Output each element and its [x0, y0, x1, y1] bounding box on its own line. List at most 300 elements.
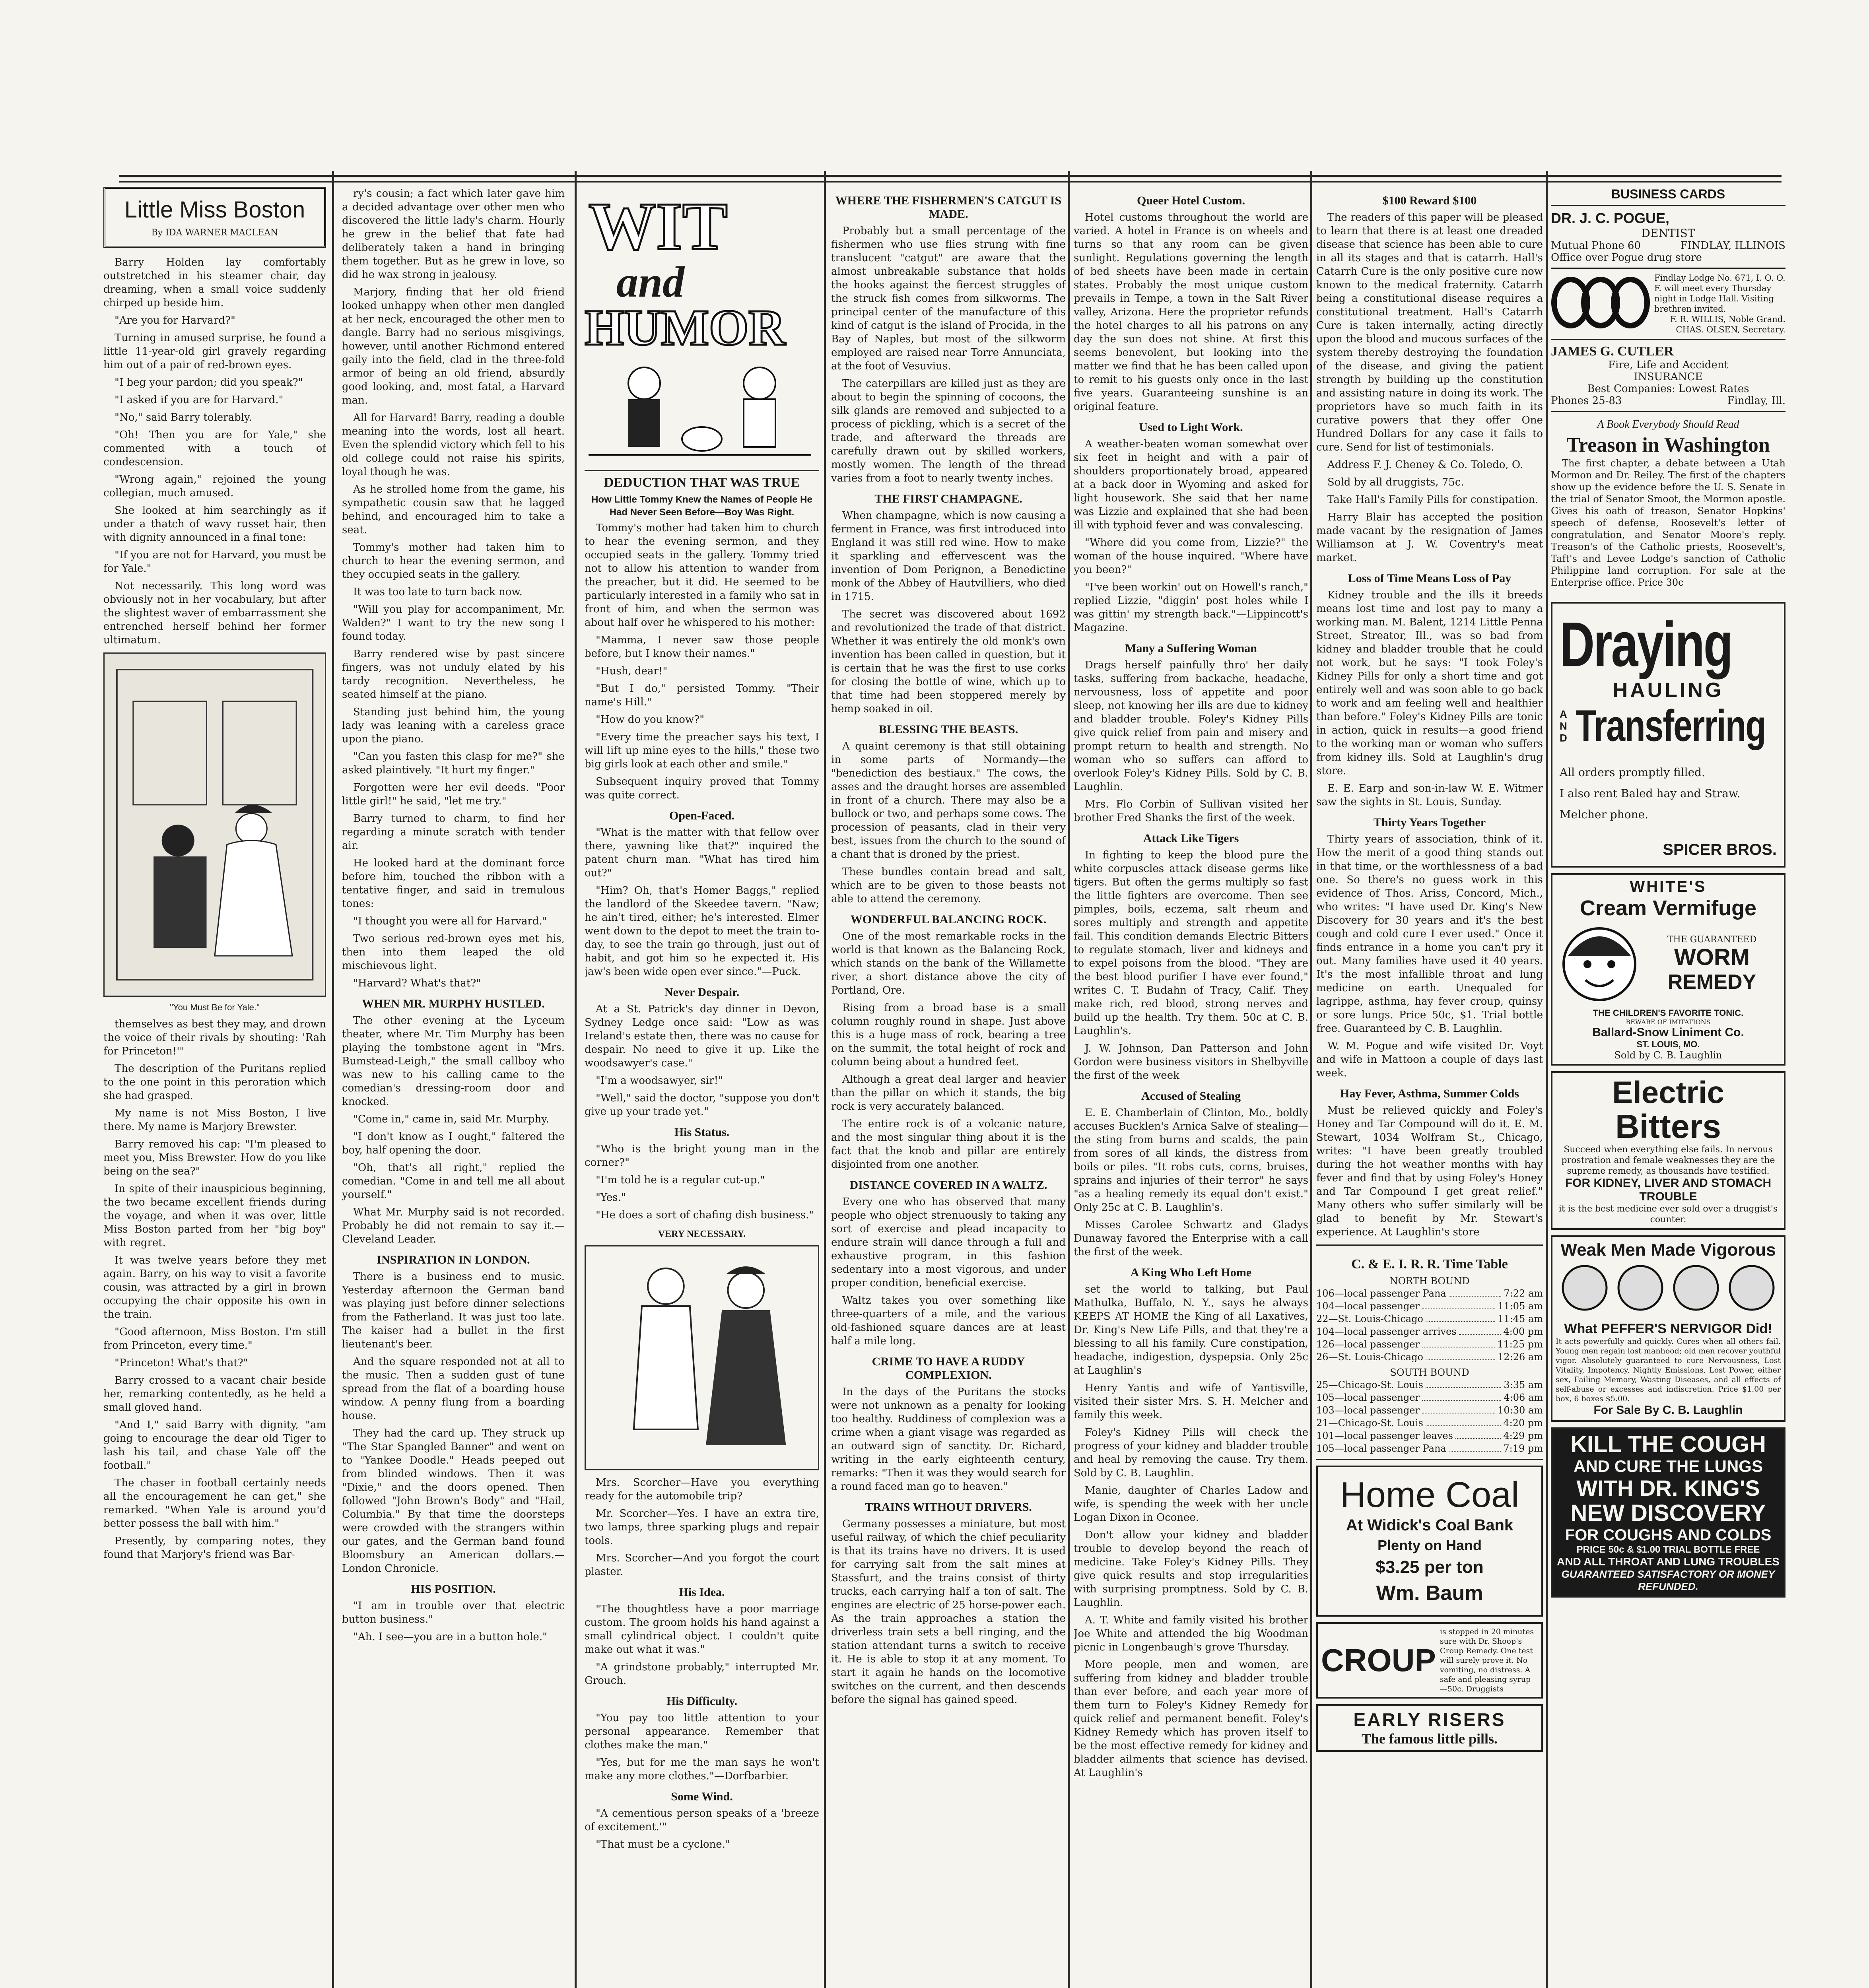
- elec-text: Succeed when everything else fails. In nervous prostration and female weaknesses they are the supreme remedy, as thousands have testified.: [1561, 1145, 1775, 1176]
- paragraph: Subsequent inquiry proved that Tommy was quite correct.: [585, 776, 819, 801]
- paragraph: Barry turned to charm, to find her regarding a minute scratch with tender air.: [342, 813, 565, 852]
- verm-line-4: WORM: [1674, 944, 1750, 970]
- train-label: 106—local passenger Pana: [1316, 1288, 1446, 1299]
- paragraph: "I thought you were all for Harvard.": [353, 915, 547, 927]
- timetable-south-rows: [1316, 1378, 1543, 1455]
- foley-ad: [1074, 1426, 1308, 1480]
- thirty-years-ad: [1316, 833, 1543, 1035]
- kidney-ad: [1074, 1528, 1308, 1609]
- verm-line-9: ST. LOUIS, MO.: [1636, 1039, 1700, 1049]
- leader-dots: [1426, 1351, 1495, 1360]
- croup-text: is stopped in 20 minutes sure with Dr. Shoop's Croup Remedy. One test will surely prove it. No vomiting, no distress. A safe and pleasing syrup—50c. Druggists: [1440, 1627, 1534, 1693]
- leader-dots: [1422, 1391, 1501, 1401]
- headline-trains: TRAINS WITHOUT DRIVERS.: [865, 1501, 1032, 1514]
- leader-dots: [1449, 1442, 1501, 1452]
- suffering-ad: [1074, 658, 1308, 794]
- verm-line-8: Ballard-Snow Liniment Co.: [1592, 1026, 1744, 1039]
- headline-beasts: BLESSING THE BEASTS.: [878, 723, 1018, 736]
- paragraph: "The thoughtless have a poor marriage custom. The groom holds his hand against a small cylindrical object. I couldn't quite make out what it was.": [585, 1603, 819, 1656]
- cutler-line-1: Fire, Life and Accident: [1608, 359, 1729, 371]
- paragraph: Turning in amused surprise, he found a little 11-year-old girl gravely regarding him out of a pair of red-brown eyes.: [103, 332, 326, 371]
- treason-book-ad: [1551, 411, 1785, 596]
- dray-transfer-row: [1560, 702, 1777, 750]
- idea-story: [585, 1602, 819, 1687]
- paragraph: More people, men and women, are suffering from kidney and bladder trouble than ever before, and each year more of them turn to Foley's Kidney Remedy for quick relief and permanent benefit. Foley's Kidney Remedy which has proven itself to be the most effective remedy for kidney and bladder ailments that science has devised. At Laughlin's: [1074, 1659, 1308, 1779]
- timetable-row: [1316, 1429, 1543, 1442]
- paragraph: Two serious red-brown eyes met his, then into them leaped the old mischievous light.: [342, 933, 565, 972]
- paragraph: "Oh! Then you are for Yale," she commented with a touch of condescension.: [103, 429, 326, 468]
- stealing-ad: [1074, 1106, 1308, 1214]
- timetable-row: [1316, 1391, 1543, 1404]
- leader-dots: [1426, 1417, 1501, 1426]
- coal-line-2: Plenty on Hand: [1377, 1537, 1482, 1553]
- headline-ruddy: CRIME TO HAVE A RUDDY COMPLEXION.: [872, 1355, 1025, 1382]
- cutler-line-2: INSURANCE: [1634, 371, 1703, 383]
- headline-london: INSPIRATION IN LONDON.: [377, 1253, 530, 1266]
- train-time: 3:35 am: [1504, 1379, 1543, 1390]
- paragraph: And the square responded not at all to the music. Then a sudden gust of tune spread from the flat of a boarding house window. A penny flung from a boarding house.: [342, 1356, 565, 1422]
- verm-body: [1556, 920, 1781, 1008]
- masthead-and: and: [616, 258, 685, 306]
- paragraph: Standing just behind him, the young lady was leaning with a careless grace upon the piano.: [342, 706, 565, 745]
- train-time: 11:25 pm: [1497, 1339, 1543, 1350]
- column-rule: [1310, 171, 1312, 1988]
- headline-despair: Never Despair.: [664, 986, 740, 999]
- paragraph: Mrs. Scorcher—And you forgot the court plaster.: [585, 1552, 819, 1578]
- paragraph: "I'm told he is a regular cut-up.": [596, 1174, 765, 1186]
- vermifuge-ad: [1551, 873, 1785, 1066]
- king-line-4: NEW DISCOVERY: [1570, 1500, 1766, 1526]
- despair-story: [585, 1002, 819, 1118]
- local-note: W. M. Pogue and wife visited Dr. Voyt and wife in Mattoon a couple of days last week.: [1316, 1040, 1543, 1079]
- paragraph: "Oh, that's all right," replied the comedian. "Come in and tell me all about yourself.": [342, 1162, 565, 1201]
- paragraph: One of the most remarkable rocks in the world is that known as the Balancing Rock, which stands on the bank of the Willamette river, a short distance above the city of Portland, Ore.: [831, 930, 1066, 996]
- headline-stealing: Accused of Stealing: [1141, 1089, 1241, 1103]
- paragraph: Address F. J. Cheney & Co. Toledo, O.: [1327, 459, 1523, 471]
- pogue-row: [1551, 240, 1785, 252]
- pogue-card: [1551, 205, 1785, 268]
- open-faced-story: [585, 826, 819, 978]
- paragraph: "Princeton! What's that?": [115, 1357, 248, 1369]
- paragraph: Rising from a broad base is a small column roughly round in shape. Just above this is a huge mass of rock, bearing a tree on the summit, the total height of rock and column being about a hundred feet.: [831, 1002, 1066, 1068]
- leader-dots: [1426, 1378, 1502, 1388]
- dray-and: AND: [1560, 708, 1567, 744]
- timetable-north-rows: [1316, 1287, 1543, 1363]
- headline-reward: $100 Reward $100: [1382, 194, 1477, 207]
- headline-murphy: WHEN MR. MURPHY HUSTLED.: [362, 997, 545, 1010]
- local-note: J. W. Johnson, Dan Patterson and John Gordon were business visitors in Shelbyville the first of the week: [1074, 1043, 1308, 1081]
- train-time: 4:00 pm: [1503, 1326, 1543, 1337]
- coal-title: Home Coal: [1340, 1475, 1519, 1515]
- light-work-story: [1074, 437, 1308, 635]
- paragraph: Waltz takes you over something like three-quarters of a mile, and the various old-fashioned square dances are at least half a mile long.: [831, 1295, 1066, 1347]
- paragraph: All for Harvard! Barry, reading a double meaning into the words, lost all heart. Even the splendid victory which fell to his old college could not raise his spirits, loyal though he was.: [342, 412, 565, 478]
- murphy-story: [342, 1014, 565, 1246]
- status-story: [585, 1142, 819, 1222]
- paragraph: "Well," said the doctor, "suppose you don't give up your trade yet.": [585, 1092, 819, 1118]
- king-line-3: WITH DR. KING'S: [1576, 1475, 1760, 1501]
- paragraph: Take Hall's Family Pills for constipation.: [1327, 494, 1539, 506]
- paragraph: A weather-beaten woman somewhat over six feet in height and with a pair of shoulders proportionately broad, appeared at a back door in Wyoming and asked for light housework. She said that her name was Lizzie and explained that she had been ill with typhoid fever and was convalescing.: [1074, 438, 1308, 531]
- verm-line-2: Cream Vermifuge: [1580, 896, 1757, 920]
- train-time: 7:22 am: [1504, 1288, 1543, 1299]
- lodge-sig-1: F. R. WILLIS, Noble Grand.: [1670, 315, 1785, 324]
- timetable-row: [1316, 1325, 1543, 1338]
- train-time: 12:26 am: [1498, 1351, 1543, 1363]
- headline-hay-fever: Hay Fever, Asthma, Summer Colds: [1340, 1087, 1519, 1100]
- headline-waltz: DISTANCE COVERED IN A WALTZ.: [849, 1178, 1047, 1192]
- leader-dots: [1455, 1429, 1501, 1439]
- pogue-phone: Mutual Phone 60: [1551, 240, 1641, 252]
- wind-story: [585, 1807, 819, 1851]
- king-line-8: GUARANTEED SATISFACTORY OR MONEY REFUNDED.: [1561, 1568, 1775, 1592]
- paragraph: "Harvard? What's that?": [353, 977, 481, 989]
- paragraph: "What is the matter with that fellow over there, yawning like that?" inquired the patent churn man. "What has tired him out?": [585, 827, 819, 879]
- paragraph: "If you are not for Harvard, you must be for Yale.": [103, 549, 326, 575]
- timetable-row: [1316, 1351, 1543, 1363]
- catarrh-ad: [1316, 211, 1543, 507]
- train-label: 25—Chicago-St. Louis: [1316, 1379, 1423, 1390]
- dray-line-2: I also rent Baled hay and Straw.: [1560, 787, 1741, 800]
- headline-rock: WONDERFUL BALANCING ROCK.: [850, 913, 1047, 926]
- king-line-1: KILL THE COUGH: [1570, 1431, 1766, 1457]
- column-rule: [1546, 171, 1548, 1988]
- column-7: [1551, 187, 1785, 1988]
- paragraph: "Every time the preacher says his text, I will lift up mine eyes to the hills," these two big girls look at each other and smile.": [585, 731, 819, 770]
- byline: By IDA WARNER MACLEAN: [151, 228, 278, 238]
- paragraph: Marjory, finding that her old friend looked unhappy when other men dangled at her neck, encouraged the other men to dangle. Barry had no serious misgivings, however, until another Richmond entered gaily into the field, clad in the three-fold armor of being an old friend, absurdly good looking, and, most fatal, a Harvard man.: [342, 286, 565, 406]
- headline-catgut: WHERE THE FISHERMEN'S CATGUT IS MADE.: [835, 194, 1062, 221]
- timetable-row: [1316, 1300, 1543, 1312]
- paragraph: "You pay too little attention to your personal appearance. Remember that clothes make the man.": [585, 1712, 819, 1751]
- paragraph: Must be relieved quickly and Foley's Honey and Tar Compound will do it. E. M. Stewart, 1034 Wolfram St., Chicago, writes: "I have been greatly troubled during the hot weather months with hay fever and find that by using Foley's Honey and Tar Compound I get great relief." Many others who suffer similarly will be glad to benefit by Mr. Stewart's experience. At Laughlin's store: [1316, 1105, 1543, 1238]
- train-time: 11:45 am: [1498, 1313, 1543, 1324]
- headline-champagne: THE FIRST CHAMPAGNE.: [874, 492, 1022, 505]
- headline-loss-of-time: Loss of Time Means Loss of Pay: [1348, 572, 1512, 585]
- paragraph: The caterpillars are killed just as they are about to begin the spinning of cocoons, the silk glands are removed and subjected to a process of pickling, which is a secret of the trade, and afterward the threads are carefully drawn out by skilled workers, mostly women. The length of the thread varies from a foot to nearly twenty inches.: [831, 378, 1066, 484]
- waltz-story: [831, 1195, 1066, 1348]
- paragraph: Every one who has observed that many people who object strenuously to taking any sort of exercise and plead incapacity to endure strain will dance through a full and exhaustive program, in this fashion sedentary into a most vigorous, and under proper condition, beneficial exercise.: [831, 1196, 1066, 1289]
- necessary-story: [585, 1476, 819, 1578]
- paragraph: "And I," said Barry with dignity, "am going to encourage the dear old Tiger to lash his tail, and chase Yale off the football.": [103, 1419, 326, 1472]
- king-ad: [1074, 1283, 1308, 1377]
- elec-bold: FOR KIDNEY, LIVER AND STOMACH TROUBLE: [1565, 1176, 1772, 1203]
- deduction-story: [585, 521, 819, 802]
- paragraph: The readers of this paper will be pleased to learn that there is at least one dreaded disease that science has been able to cure in all its stages and that is catarrh. Hall's Catarrh Cure is the only positive cure now known to the medical fraternity. Catarrh being a constitutional disease requires a constitutional treatment. Hall's Catarrh Cure is taken internally, acting directly upon the blood and mucous surfaces of the system thereby destroying the foundation of the disease, and giving the patient strength by building up the constitution and assisting nature in doing its work. The proprietors have so much faith in its curative powers that they offer One Hundred Dollars for any case it fails to cure. Send for list of testimonials.: [1316, 212, 1543, 453]
- column-2: [342, 187, 565, 1988]
- paragraph: The entire rock is of a volcanic nature, and the most singular thing about it is the fact that the knob and pillar are entirely disjointed from one another.: [831, 1118, 1066, 1171]
- loss-of-time-ad: [1316, 588, 1543, 778]
- book-kicker: A Book Everybody Should Read: [1597, 418, 1739, 431]
- cutler-location: Findlay, Ill.: [1727, 395, 1785, 407]
- paragraph: The chaser in football certainly needs all the encouragement he can get," she remarked. "When Yale is around you'd better possess the ball with him.": [103, 1477, 326, 1530]
- paragraph: Tommy's mother had taken him to church to hear the evening sermon, and they occupied seats in the gallery. Tommy tried not to allow his attention to wander from the preacher, but it did. He seemed to be particularly interested in a family who sat in front of him, and when the sermon was about half over he whispered to his mother:: [585, 522, 819, 629]
- paragraph: "Yes.": [596, 1192, 626, 1204]
- paragraph: "Who is the bright young man in the corner?": [585, 1143, 819, 1169]
- column-rule: [332, 171, 334, 1988]
- train-label: 105—local passenger Pana: [1316, 1443, 1446, 1454]
- dr-kings-ad: [1551, 1427, 1785, 1598]
- draying-ad: [1551, 602, 1785, 868]
- paragraph: Don't allow your kidney and bladder trouble to develop beyond the reach of medicine. Take Foley's Kidney Pills. They give quick results and stop irregularities with surprising promptness. Sold by C. B. Laughlin.: [1074, 1529, 1308, 1609]
- coal-name: Wm. Baum: [1376, 1582, 1483, 1605]
- paragraph: "How do you know?": [596, 714, 705, 726]
- masthead-figures-icon: [585, 359, 815, 459]
- column-5: [1074, 187, 1308, 1988]
- king-line-6: PRICE 50c & $1.00 TRIAL BOTTLE FREE: [1576, 1544, 1760, 1555]
- paragraph: "I am in trouble over that electric button business.": [342, 1600, 565, 1625]
- headline-hotel: Queer Hotel Custom.: [1137, 194, 1245, 207]
- dray-line-3: Melcher phone.: [1560, 808, 1649, 821]
- leader-dots: [1426, 1312, 1495, 1322]
- paragraph: "Ah. I see—you are in a button hole.": [353, 1631, 547, 1643]
- headline-wind: Some Wind.: [671, 1790, 733, 1803]
- column-rule: [824, 171, 826, 1988]
- wit-humor-masthead: [585, 189, 819, 463]
- ruddy-story: [831, 1385, 1066, 1493]
- paragraph: "Where did you come from, Lizzie?" the woman of the house inquired. "Where have you been?": [1074, 537, 1308, 576]
- hay-fever-ad: [1316, 1104, 1543, 1239]
- train-time: 7:19 pm: [1503, 1443, 1543, 1454]
- paragraph: Presently, by comparing notes, they found that Marjory's friend was Bar-: [103, 1535, 326, 1561]
- dray-name: SPICER BROS.: [1663, 841, 1777, 858]
- lodge-card: [1551, 268, 1785, 339]
- paragraph: "A cementious person speaks of a 'breeze of excitement.'": [585, 1807, 819, 1833]
- paragraph: Hotel customs throughout the world are varied. A hotel in France is on wheels and turns so that any room can be given sunlight. Regulations governing the length of bed sheets have been made in certain states. Probably the most unique custom prevails in Tempe, a town in the Salt River valley, Arizona. Here the proprietor refunds the hotel charges to all his patrons on any day the sun does not shine. At first this seems benevolent, but looking into the matter we find that he has been called upon to remit to his guests only once in the last five years. Guaranteeing sunshine is an original feature.: [1074, 212, 1308, 413]
- story-title: Little Miss Boston: [124, 197, 305, 223]
- paragraph: set the world to talking, but Paul Mathulka, Buffalo, N. Y., says he always KEEPS AT HOME the King of all Laxatives, Dr. King's New Life Pills, and that they're a blessing to all his family. Cure constipation, headache, indigestion, dyspepsia. Only 25c at Laughlin's: [1074, 1283, 1308, 1376]
- paragraph: What Mr. Murphy said is not recorded. Probably he did not remain to say it.—Cleveland Leader.: [342, 1206, 565, 1245]
- train-label: 101—local passenger leaves: [1316, 1430, 1453, 1441]
- train-label: 22—St. Louis-Chicago: [1316, 1313, 1423, 1324]
- timetable-row: [1316, 1312, 1543, 1325]
- pogue-name: DR. J. C. POGUE,: [1551, 210, 1670, 226]
- headline-necessary: VERY NECESSARY.: [658, 1229, 746, 1239]
- verm-line-10: Sold by C. B. Laughlin: [1614, 1050, 1722, 1061]
- column-rule: [575, 171, 577, 1988]
- leader-dots: [1422, 1404, 1495, 1413]
- paragraph: Thirty years of association, think of it. How the merit of a good thing stands out in that time, or the worthlessness of a bad one. So there's no guess work in this evidence of Thos. Ariss, Concord, Mich., who writes: "I have used Dr. King's New Discovery for 30 years and it's the best cough and cold cure I ever used." Once it finds entrance in a home you can't pry it out. Many families have used it 40 years. It's the most infallible throat and lung medicine on earth. Unequaled for lagrippe, asthma, hay fever croup, quinsy or sore lungs. Price 50c, $1. Trial bottle free. Guaranteed by C. B. Laughlin.: [1316, 833, 1543, 1035]
- train-time: 11:05 am: [1498, 1301, 1543, 1312]
- column-rule: [1068, 171, 1070, 1988]
- book-text: The first chapter, a debate between a Utah Mormon and Dr. Reiley. The first of the chapters show up the evidence before the U. S. Senate in the trial of Senator Smoot, the Mormon apostle. Gives his oath of treason, Senator Hopkins' speech of defense, Roosevelt's letter of congratulation, and Senator Moore's reply. Treason's of the Catholic priests, Roosevelt's, Taft's and Levee Lodge's sanction of Catholic Philippine land corruption. For sale at the Enterprise office. Price 30c: [1551, 458, 1785, 588]
- paragraph: My name is not Miss Boston, I live there. My name is Marjory Brewster.: [103, 1107, 326, 1133]
- king-line-7: AND ALL THROAT AND LUNG TROUBLES: [1557, 1555, 1780, 1568]
- column-3: [585, 187, 819, 1988]
- difficulty-story: [585, 1711, 819, 1783]
- train-label: 103—local passenger: [1316, 1405, 1420, 1416]
- pogue-office: Office over Pogue drug store: [1551, 252, 1702, 264]
- paragraph: Mrs. Scorcher—Have you everything ready for the automobile trip?: [585, 1477, 819, 1502]
- paragraph: "I don't know as I ought," faltered the boy, half opening the door.: [342, 1131, 565, 1156]
- paragraph: Kidney trouble and the ills it breeds means lost time and lost pay to many a working man. M. Balent, 1214 Little Penna Street, Streator, Ill., was so bad from kidney and bladder trouble that he could not work, but he says: "I took Foley's Kidney Pills for only a short time and got entirely well and was soon able to go back to work and am feeling well and healthier than before." Foley's Kidney Pills are tonic in action, quick in results—a good friend to the working man or woman who suffers from kidney ills. Sold at Laughlin's drug store.: [1316, 589, 1543, 777]
- paragraph: Probably but a small percentage of the fishermen who use flies strung with fine translucent "catgut" are aware that the almost unbreakable substance that holds the hooks against the fiercest struggles of the struck fish comes from silkworms. The principal center of the manufacture of this kind of catgut is the island of Procida, in the Bay of Naples, but most of the silkworm employed are raised near Torre Annunciata, at the foot of Vesuvius.: [831, 225, 1066, 372]
- masthead-wit: WIT: [589, 189, 728, 264]
- timetable-row: [1316, 1287, 1543, 1300]
- headline-status: His Status.: [674, 1126, 730, 1139]
- kidney-remedy-ad: [1074, 1658, 1308, 1780]
- chain-links-icon: [1551, 273, 1650, 332]
- beasts-story: [831, 740, 1066, 906]
- paragraph: "Mamma, I never saw those people before, but I know their names.": [585, 634, 819, 660]
- headline-position: HIS POSITION.: [411, 1582, 496, 1596]
- paragraph: ry's cousin; a fact which later gave him a decided advantage over other men who discovered the little lady's charm. Hourly he grew in the belief that fate had deliberately taken a hand in bringing them together. But as he grew in love, so did he wax strong in jealousy.: [342, 188, 565, 281]
- timetable-title: C. & E. I. R. R. Time Table: [1351, 1257, 1508, 1272]
- position-story: [342, 1599, 565, 1644]
- paragraph: "A grindstone probably," interrupted Mr. Grouch.: [585, 1661, 819, 1687]
- cartoon-illustration: [585, 1245, 819, 1470]
- paragraph: It was too late to turn back now.: [353, 586, 523, 598]
- portrait-faces-icon: [1557, 1260, 1780, 1320]
- king-line-2: AND CURE THE LUNGS: [1573, 1457, 1763, 1475]
- timetable-row: [1316, 1442, 1543, 1455]
- home-coal-ad: [1316, 1466, 1543, 1617]
- dray-hauling: HAULING: [1613, 679, 1724, 702]
- paragraph: There is a business end to music. Yesterday afternoon the German band was playing just before dinner selections from the Fatherland. It was just too late. The kaiser had a bullet in the first lieutenant's beer.: [342, 1271, 565, 1350]
- paragraph: It was twelve years before they met again. Barry, on his way to visit a favorite cousin, was attracted by a girl in brown occupying the chair opposite his own in the train.: [103, 1254, 326, 1320]
- paragraph: themselves as best they may, and drown the voice of their rivals by shouting: 'Rah for Princeton!'": [103, 1018, 326, 1057]
- leader-dots: [1459, 1325, 1501, 1335]
- story-illustration: [103, 652, 326, 997]
- paragraph: The other evening at the Lyceum theater, where Mr. Tim Murphy has been playing the tombstone agent in "Mrs. Bumstead-Leigh," the small callboy who was new to his calling came to the comedian's dressing-room door and knocked.: [342, 1015, 565, 1108]
- column-1: [103, 187, 326, 1988]
- paragraph: "He does a sort of chafing dish business.": [596, 1209, 814, 1221]
- paragraph: He looked hard at the dominant force before him, touched the ribbon with a tentative finger, and said in tremulous tones:: [342, 857, 565, 910]
- verm-line-3: THE GUARANTEED: [1667, 934, 1757, 945]
- headline-idea: His Idea.: [679, 1586, 725, 1599]
- coal-line-1: At Widick's Coal Bank: [1346, 1516, 1513, 1534]
- paragraph: "Will you play for accompaniment, Mr. Walden?" I want to try the new song I found today.: [342, 604, 565, 643]
- child-face-icon: [1556, 920, 1643, 1008]
- headline-open-faced: Open-Faced.: [669, 809, 735, 822]
- pogue-location: FINDLAY, ILLINOIS: [1680, 240, 1785, 252]
- paragraph: Drags herself painfully thro' her daily tasks, suffering from backache, headache, nervousness, loss of appetite and poor sleep, not knowing her ills are due to kidney and bladder trouble. Foley's Kidney Pills give quick relief from pain and misery and prompt return to health and strength. No woman who so suffers can afford to overlook Foley's Kidney Pills. Sold by C. B. Laughlin.: [1074, 659, 1308, 793]
- business-cards-heading: BUSINESS CARDS: [1611, 187, 1725, 201]
- paragraph: "Hush, dear!": [596, 665, 668, 677]
- book-title: Treason in Washington: [1566, 434, 1770, 456]
- paragraph: Mr. Scorcher—Yes. I have an extra tire, two lamps, three sparking plugs and repair tools.: [585, 1508, 819, 1547]
- train-label: 126—local passenger: [1316, 1339, 1420, 1350]
- paragraph: "I'm a woodsawyer, sir!": [596, 1075, 723, 1087]
- verm-line-6: THE CHILDREN'S FAVORITE TONIC.: [1593, 1008, 1744, 1018]
- cutler-name: JAMES G. CUTLER: [1551, 344, 1674, 359]
- paragraph: "I beg your pardon; did you speak?": [115, 377, 303, 388]
- train-label: 105—local passenger: [1316, 1392, 1420, 1403]
- cutler-row: [1551, 395, 1785, 407]
- local-note: Henry Yantis and wife of Yantisville, visited their sister Mrs. S. H. Melcher and family this week.: [1074, 1382, 1308, 1421]
- paragraph: These bundles contain bread and salt, which are to be given to those beasts not able to attend the ceremony.: [831, 866, 1066, 905]
- paragraph: The secret was discovered about 1692 and revolutionized the trade of that district. Whether it was entirely the old monk's own invention has been called in question, but it is certain that he was the first to use corks for closing the bottle of wine, which up to that time had been stoppered merely by hemp soaked in oil.: [831, 608, 1066, 715]
- leader-dots: [1449, 1287, 1502, 1297]
- masthead-humor: HUMOR: [585, 299, 785, 356]
- timetable-row: [1316, 1404, 1543, 1417]
- paragraph: Although a great deal larger and heavier than the pillar on which it stands, the big rock is very accurately balanced.: [831, 1074, 1066, 1112]
- lodge-text-block: [1654, 273, 1785, 335]
- paragraph: "But I do," persisted Tommy. "Their name's Hill.": [585, 683, 819, 708]
- leader-dots: [1422, 1300, 1495, 1309]
- train-label: 26—St. Louis-Chicago: [1316, 1351, 1423, 1363]
- coal-price: $3.25 per ton: [1376, 1557, 1484, 1577]
- train-label: 104—local passenger: [1316, 1301, 1420, 1312]
- column-6: [1316, 187, 1543, 1988]
- paragraph: E. E. Chamberlain of Clinton, Mo., boldly accuses Bucklen's Arnica Salve of stealing—the sting from burns and scalds, the pain from sores of all kinds, the distress from boils or piles. "It robs cuts, corns, bruises, sprains and injuries of their terror" he says "as a healing remedy its equal don't exist." Only 25c at C. B. Laughlin's.: [1074, 1107, 1308, 1213]
- lodge-sig-2: CHAS. OLSEN, Secretary.: [1676, 325, 1785, 334]
- dray-big: Draying: [1560, 609, 1732, 679]
- train-label: 104—local passenger arrives: [1316, 1326, 1457, 1337]
- paragraph: They had the card up. They struck up "The Star Spangled Banner" and went on to "Yankee Doodle." Heads peeped out from blinded windows. Then it was "Dixie," and the doors opened. Then followed "John Brown's Body" and "Hail, Columbia." By that time the doorsteps were crowded with the strangers within our gates, and the German band found Bloomsbury an American dollars.—London Chronicle.: [342, 1427, 565, 1574]
- cutler-card: [1551, 339, 1785, 411]
- leader-dots: [1422, 1338, 1495, 1347]
- dray-transfer: Transferring: [1576, 701, 1766, 751]
- cutler-line-3: Best Companies: Lowest Rates: [1587, 383, 1749, 395]
- top-rule: [119, 175, 1782, 182]
- paragraph: "Come in," came in, said Mr. Murphy.: [353, 1113, 549, 1125]
- train-time: 10:30 am: [1498, 1405, 1543, 1416]
- paragraph: As he strolled home from the game, his sympathetic cousin saw that he lagged behind, and encouraged him to take a seat.: [342, 483, 565, 536]
- paragraph: Barry rendered wise by past sincere fingers, was not unduly elated by his tardy recognition. Nevertheless, he seated himself at the piano.: [342, 648, 565, 701]
- headline-thirty-years: Thirty Years Together: [1373, 816, 1486, 829]
- headline-light-work: Used to Light Work.: [1139, 421, 1243, 434]
- local-note: A. T. White and family visited his brother Joe White and attended the big Woodman picnic in Longenbaugh's grove Thursday.: [1074, 1614, 1308, 1653]
- headline-difficulty: His Difficulty.: [666, 1695, 738, 1708]
- weak-text: It acts powerfully and quickly. Cures when all others fail. Young men regain lost manhood; old men recover youthful vigor. Absolutely guaranteed to cure Nervousness, Lost Vitality, Impotency, Nightly Emissions, Lost Power, either sex, Failing Memory, Wasting Diseases, and all effects of self-abuse or excesses and indiscretion. Price $1.00 per box, 6 boxes $5.00.: [1556, 1337, 1781, 1403]
- local-note: Mrs. Flo Corbin of Sullivan visited her brother Fred Shanks the first of the week.: [1074, 798, 1308, 824]
- hotel-story: [1074, 211, 1308, 414]
- paragraph: When champagne, which is now causing a ferment in France, was first introduced into England it was still red wine. How to make it sparkling and effervescent was the invention of Dom Perignon, a Benedictine monk of the Abbey of Hautvilliers, who died in 1715.: [831, 510, 1066, 603]
- story-paragraphs-continued: [103, 1017, 326, 1561]
- story-paragraphs: [103, 256, 326, 647]
- paragraph: "I asked if you are for Harvard.": [115, 394, 284, 406]
- cutler-phones: Phones 25-83: [1551, 395, 1622, 407]
- elec-text-2: it is the best medicine ever sold over a druggist's counter.: [1558, 1204, 1778, 1225]
- paragraph: A quaint ceremony is that still obtaining in some parts of Normandy—the "benediction des bestiaux." The cows, the asses and the draught horses are assembled in front of a church. There may also be a bullock or two, and perhaps some cows. The procession of peasants, clad in their very best, issues from the church to the sound of a chant that is droned by the priest.: [831, 740, 1066, 860]
- paragraph: The description of the Puritans replied to the one point in this peroration which she had grasped.: [103, 1063, 326, 1102]
- paragraph: In the days of the Puritans the stocks were not unknown as a penalty for looking too healthy. Ruddiness of complexion was a crime when a giant visage was regarded as an outward sign of sanctity. Dr. Richard, writing in the early eighteenth century, remarks: "Then it was they would search for a round faced man go to heaven.": [831, 1386, 1066, 1493]
- story-continuation: [342, 187, 565, 990]
- elec-title-2: Bitters: [1615, 1108, 1721, 1145]
- paragraph: "Good afternoon, Miss Boston. I'm still from Princeton, every time.": [103, 1326, 326, 1351]
- dray-line-1: All orders promptly filled.: [1560, 766, 1705, 779]
- elec-title-1: Electric: [1612, 1075, 1724, 1110]
- train-time: 4:20 pm: [1503, 1417, 1543, 1429]
- train-time: 4:06 am: [1504, 1392, 1543, 1403]
- london-story: [342, 1270, 565, 1575]
- risers-title: EARLY RISERS: [1353, 1709, 1506, 1730]
- paragraph: She looked at him searchingly as if under a thatch of wavy russet hair, then with dignity announced in a final tone:: [103, 505, 326, 544]
- verm-text: [1643, 935, 1781, 994]
- timetable-row: [1316, 1417, 1543, 1429]
- timetable-north-label: NORTH BOUND: [1389, 1276, 1470, 1287]
- paragraph: At a St. Patrick's day dinner in Devon, Sydney Ledge once said: "Low as was Ireland's estate then, there was no cause for despair. No need to give it up. Like the woodsawyer's case.": [585, 1003, 819, 1069]
- rock-story: [831, 930, 1066, 1171]
- verm-line-5: REMEDY: [1667, 970, 1756, 994]
- subhead-deduction: How Little Tommy Knew the Names of People He Had Never Seen Before—Boy Was Right.: [591, 494, 812, 518]
- headline-tigers: Attack Like Tigers: [1143, 832, 1239, 845]
- verm-line-7: BEWARE OF IMITATIONS: [1626, 1018, 1711, 1026]
- timetable-south-label: SOUTH BOUND: [1390, 1367, 1469, 1378]
- paragraph: "I've been workin' out on Howell's ranch," replied Lizzie, "diggin' post holes while I was gittin' my strength back."—Lippincott's Magazine.: [1074, 581, 1308, 634]
- local-note: Manie, daughter of Charles Ladow and wife, is spending the week with her uncle Logan Dixon in Oconee.: [1074, 1485, 1308, 1524]
- paragraph: "Him? Oh, that's Homer Baggs," replied the landlord of the Skeedee tavern. "Naw; he ain't tired, either; he's interested. Elmer went down to the depot to meet the train to-day, to see the train go through, just out of habit, and got him so he expected it. His jaw's been wide open ever since."—Puck.: [585, 885, 819, 978]
- electric-bitters-ad: [1551, 1071, 1785, 1230]
- train-label: 21—Chicago-St. Louis: [1316, 1417, 1423, 1429]
- weak-subtitle: What PEFFER'S NERVIGOR Did!: [1564, 1321, 1772, 1336]
- pogue-title: DENTIST: [1641, 227, 1695, 240]
- tigers-ad: [1074, 848, 1308, 1038]
- paragraph: Tommy's mother had taken him to church to hear the evening sermon, and they occupied seats in the gallery.: [342, 542, 565, 580]
- lodge-text: Findlay Lodge No. 671, I. O. O. F. will meet every Thursday night in Lodge Hall. Visiting brethren invited.: [1654, 273, 1785, 314]
- paragraph: Germany possesses a miniature, but most useful railway, of which the chief peculiarity is that its trains have no drivers. It is used for carrying salt from the salt mines at Stassfurt, and the trains consist of thirty trucks, each carrying half a ton of salt. The engines are electric of 25 horse-power each. As the train approaches a station the driverless train sets a bell ringing, and the station attendant turns a switch to receive it. He is able to stop it at any moment. To start it again he hands on the locomotive switches on the current, and then descends before the signal has gained speed.: [831, 1518, 1066, 1706]
